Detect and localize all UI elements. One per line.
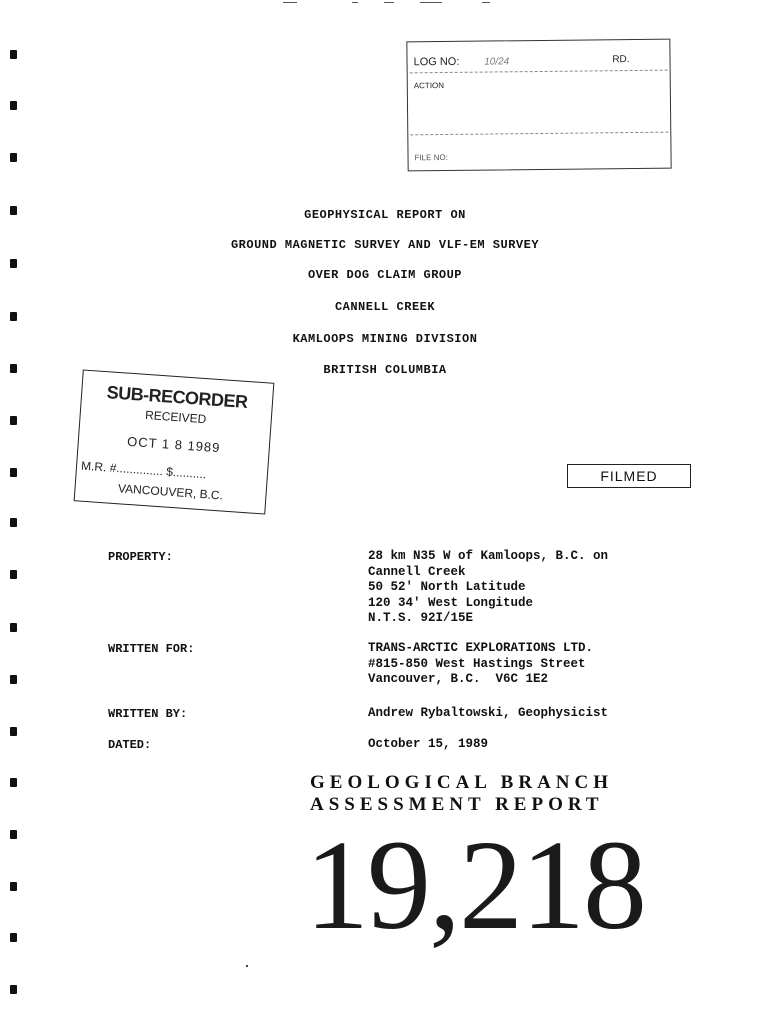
binder-hole <box>10 985 17 994</box>
report-number: 19,218 <box>305 814 645 956</box>
scan-speck <box>246 965 248 967</box>
report-heading-line-2: GROUND MAGNETIC SURVEY AND VLF-EM SURVEY <box>230 238 540 252</box>
scan-speck <box>420 2 442 3</box>
scan-speck <box>482 2 490 3</box>
report-heading-line-3: OVER DOG CLAIM GROUP <box>307 268 463 282</box>
scan-speck <box>352 2 358 3</box>
stamp-mr-line: M.R. #.............. $.......... <box>80 458 207 482</box>
binder-hole <box>10 518 17 527</box>
binder-hole <box>10 623 17 632</box>
written-for-value: TRANS-ARCTIC EXPLORATIONS LTD. #815-850 West Hastings Street Vancouver, B.C. V6C 1E2 <box>368 641 594 686</box>
report-heading-line-1: GEOPHYSICAL REPORT ON <box>304 208 466 222</box>
binder-hole <box>10 468 17 477</box>
stamp-location: VANCOUVER, B.C. <box>117 481 224 503</box>
report-heading-line-6: BRITISH COLUMBIA <box>323 363 447 377</box>
property-label: PROPERTY: <box>108 550 173 564</box>
branch-line-2: ASSESSMENT REPORT <box>310 794 604 815</box>
action-label: ACTION <box>413 80 445 91</box>
binder-hole <box>10 830 17 839</box>
stamp-status: RECEIVED <box>144 407 207 427</box>
log-box <box>406 39 671 172</box>
binder-hole <box>10 50 17 59</box>
binder-hole <box>10 933 17 942</box>
report-heading-line-5: KAMLOOPS MINING DIVISION <box>292 332 478 346</box>
log-no-label: LOG NO: <box>413 55 460 69</box>
file-no-label: FILE NO: <box>414 152 448 163</box>
branch-line-1: GEOLOGICAL BRANCH <box>310 772 614 793</box>
rd-label: RD. <box>612 54 630 66</box>
form-line <box>410 70 668 74</box>
binder-hole <box>10 101 17 110</box>
binder-hole <box>10 727 17 736</box>
binder-hole <box>10 416 17 425</box>
sub-recorder-stamp <box>74 369 275 514</box>
binder-hole <box>10 882 17 891</box>
log-no-value: 10/24 <box>484 56 510 68</box>
binder-hole <box>10 778 17 787</box>
binder-hole <box>10 675 17 684</box>
written-for-label: WRITTEN FOR: <box>108 642 195 656</box>
scan-speck <box>283 2 297 3</box>
binder-hole <box>10 259 17 268</box>
filmed-label: FILMED <box>567 464 691 488</box>
binder-hole <box>10 570 17 579</box>
binder-hole <box>10 153 17 162</box>
written-by-value: Andrew Rybaltowski, Geophysicist <box>368 706 609 720</box>
scan-speck <box>384 2 394 3</box>
stamp-date: OCT 1 8 1989 <box>126 433 221 456</box>
written-by-label: WRITTEN BY: <box>108 707 188 721</box>
form-line <box>410 132 668 136</box>
stamp-office: SUB-RECORDER <box>106 382 249 413</box>
dated-value: October 15, 1989 <box>368 737 489 751</box>
property-value: 28 km N35 W of Kamloops, B.C. on Cannell Creek 50 52' North Latitude 120 34' West Longitude N.T.S. 92I/15E <box>368 549 609 625</box>
dated-label: DATED: <box>108 738 152 752</box>
report-heading-line-4: CANNELL CREEK <box>334 300 436 314</box>
